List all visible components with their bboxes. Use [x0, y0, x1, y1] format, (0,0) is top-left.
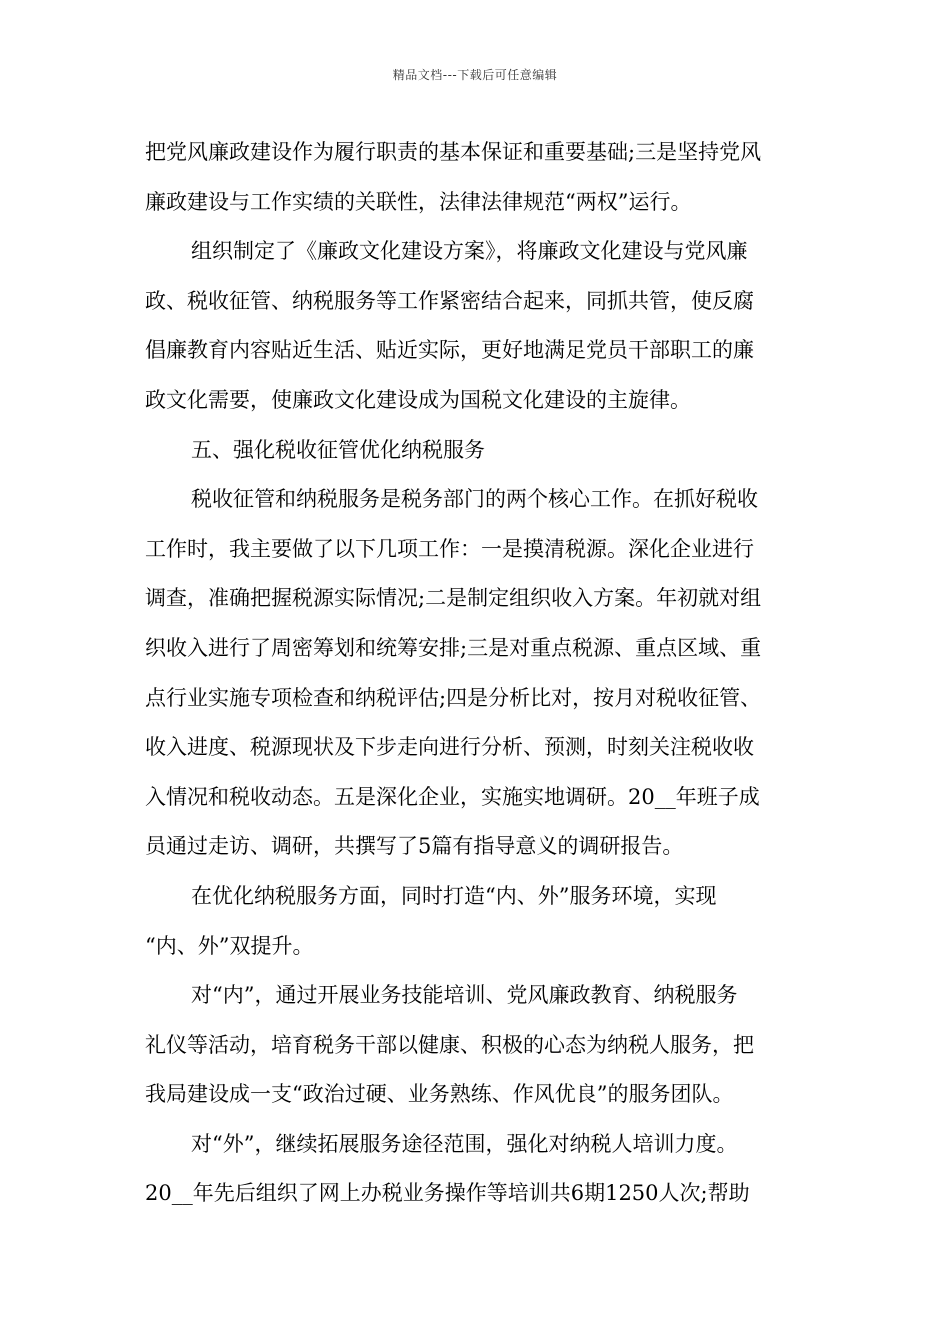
text-line: 织收入进行了周密筹划和统筹安排;三是对重点税源、重点区域、重: [145, 635, 762, 660]
text-line: “内、外”双提升。: [145, 933, 314, 958]
paragraph-start: 税收征管和纳税服务是税务部门的两个核心工作。在抓好税收: [191, 487, 758, 512]
paragraph-start: 在优化纳税服务方面，同时打造“内、外”服务环境，实现: [191, 883, 717, 908]
text-line: 我局建设成一支“政治过硬、业务熟练、作风优良”的服务团队。: [145, 1082, 734, 1107]
text-line: 20__年先后组织了网上办税业务操作等培训共6期1250人次;帮助: [145, 1181, 750, 1206]
section-heading: 五、强化税收征管优化纳税服务: [191, 437, 485, 462]
page-header: 精品文档---下载后可任意编辑: [392, 68, 558, 82]
text-line: 工作时，我主要做了以下几项工作：一是摸清税源。深化企业进行: [145, 536, 754, 561]
paragraph-start: 组织制定了《廉政文化建设方案》，将廉政文化建设与党风廉: [191, 239, 748, 264]
text-line: 点行业实施专项检查和纳税评估;四是分析比对，按月对税收征管、: [145, 685, 762, 710]
text-line: 把党风廉政建设作为履行职责的基本保证和重要基础;三是坚持党风: [145, 140, 762, 164]
text-line: 员通过走访、调研，共撰写了5篇有指导意义的调研报告。: [145, 834, 684, 859]
text-line: 收入进度、税源现状及下步走向进行分析、预测，时刻关注税收收: [145, 735, 754, 760]
text-line: 礼仪等活动，培育税务干部以健康、积极的心态为纳税人服务，把: [145, 1032, 754, 1057]
text-line: 政文化需要，使廉政文化建设成为国税文化建设的主旋律。: [145, 387, 691, 412]
text-line: 倡廉教育内容贴近生活、贴近实际，更好地满足党员干部职工的廉: [145, 338, 754, 363]
text-line: 入情况和税收动态。五是深化企业，实施实地调研。20__年班子成: [145, 784, 760, 809]
text-line: 廉政建设与工作实绩的关联性，法律法律规范“两权”运行。: [145, 189, 692, 214]
document-body: [145, 128, 825, 1219]
text-line: 政、税收征管、纳税服务等工作紧密结合起来，同抓共管，使反腐: [145, 288, 754, 313]
paragraph-start: 对“内”，通过开展业务技能培训、党风廉政教育、纳税服务: [191, 983, 738, 1008]
paragraph-start: 对“外”，继续拓展服务途径范围，强化对纳税人培训力度。: [191, 1131, 738, 1156]
text-line: 调查，准确把握税源实际情况;二是制定组织收入方案。年初就对组: [145, 586, 762, 611]
